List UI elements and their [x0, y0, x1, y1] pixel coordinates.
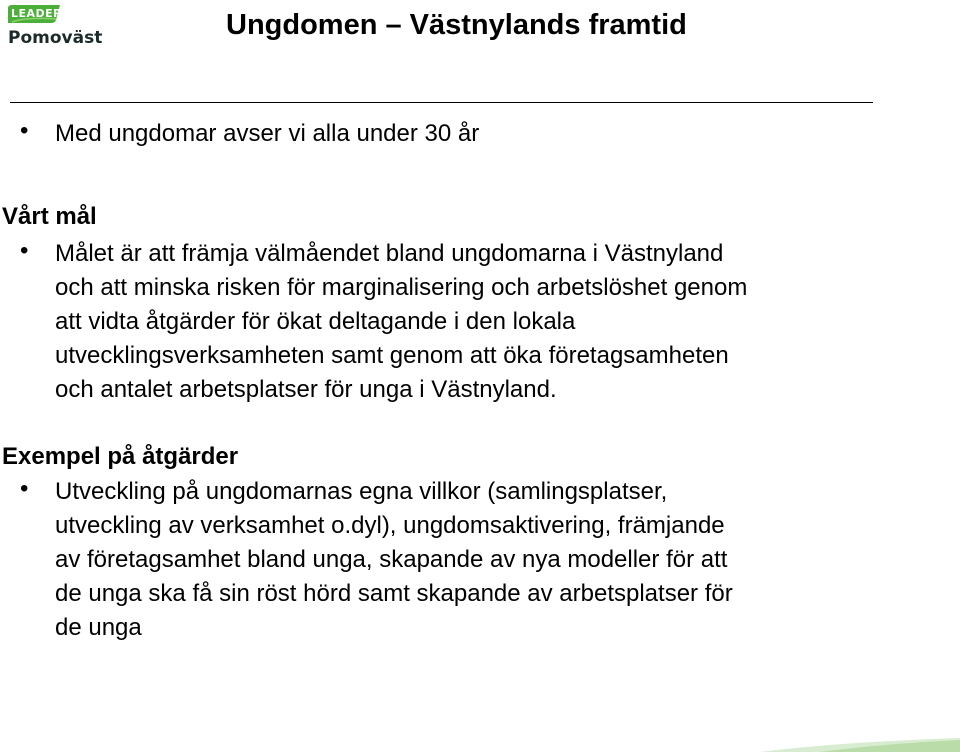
example-line: de unga ska få sin röst hörd samt skapande av arbetsplatser för	[55, 580, 733, 607]
bullet-icon: •	[20, 237, 29, 264]
examples-bullet-text	[55, 475, 885, 645]
leader-badge-text: LEADER	[11, 7, 63, 20]
title-divider	[10, 102, 873, 103]
example-line: Utveckling på ungdomarnas egna villkor (samlingsplatser,	[55, 478, 668, 505]
goal-bullet-text	[55, 237, 885, 407]
leader-pomovast-logo	[6, 4, 106, 50]
leader-badge	[6, 4, 62, 24]
intro-bullet-text: Med ungdomar avser vi alla under 30 år	[55, 120, 480, 147]
goal-line: och att minska risken för marginalisering och arbetslöshet genom	[55, 274, 748, 301]
bullet-icon: •	[20, 117, 29, 144]
examples-heading: Exempel på åtgärder	[2, 443, 239, 470]
example-line: utveckling av verksamhet o.dyl), ungdomsaktivering, främjande	[55, 512, 725, 539]
goal-line: att vidta åtgärder för ökat deltagande i den lokala	[55, 308, 576, 335]
example-line: av företagsamhet bland unga, skapande av nya modeller för att	[55, 546, 728, 573]
goal-line: utvecklingsverksamheten samt genom att öka företagsamheten	[55, 342, 729, 369]
example-line: de unga	[55, 614, 142, 641]
logo-name: Pomoväst	[8, 28, 103, 48]
goal-heading: Vårt mål	[2, 203, 97, 230]
corner-accent-decoration	[760, 738, 960, 752]
slide-title: Ungdomen – Västnylands framtid	[226, 9, 687, 41]
bullet-icon: •	[20, 475, 29, 502]
goal-line: Målet är att främja välmåendet bland ungdomarna i Västnyland	[55, 240, 724, 267]
goal-line: och antalet arbetsplatser för unga i Västnyland.	[55, 376, 557, 403]
